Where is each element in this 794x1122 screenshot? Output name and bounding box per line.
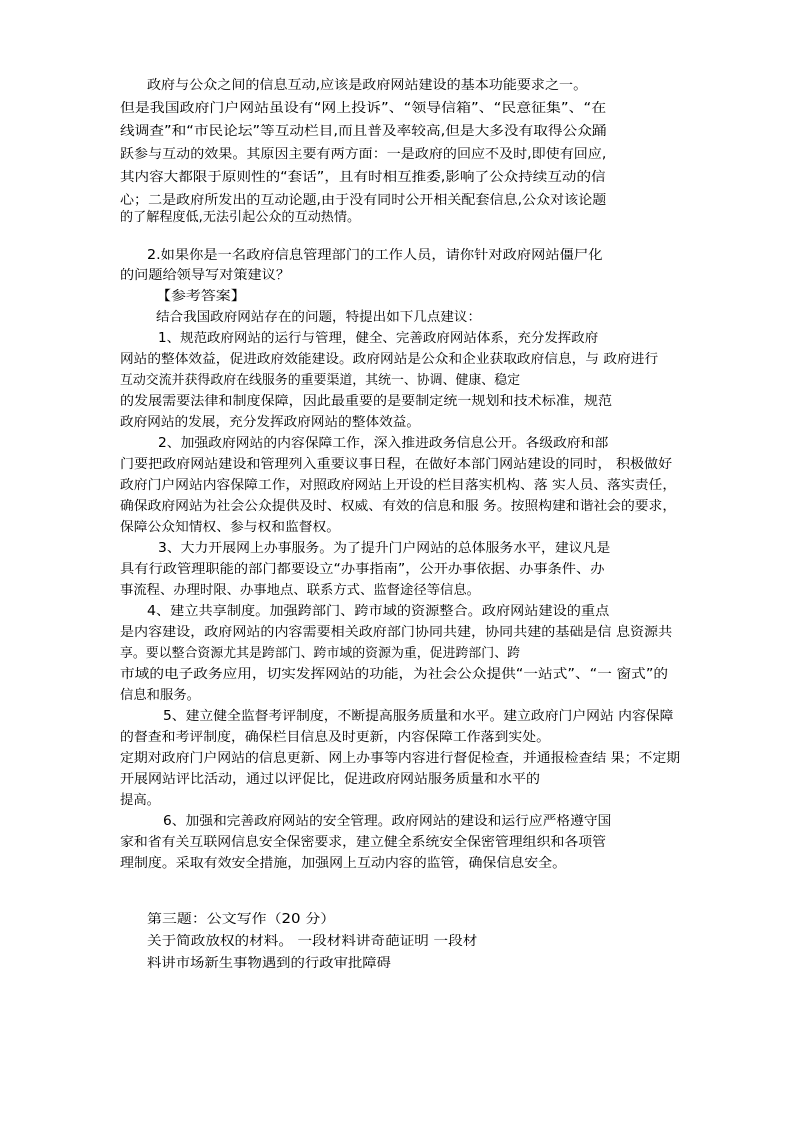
text-line: 确保政府网站为社会公众提供及时、权威、有效的信息和服 务。按照构建和谐社会的要求，: [120, 499, 677, 514]
text-line: 保障公众知情权、参与权和监督权。: [120, 520, 341, 535]
text-line: 1、规范政府网站的运行与管理，健全、完善政府网站体系，充分发挥政府: [158, 331, 599, 346]
text-line: 心；二是政府所发出的互动论题,由于没有同时公开相关配套信息,公众对该论题: [120, 193, 607, 208]
text-line: 具有行政管理职能的部门都要设立“办事指南”，公开办事依据、办事条件、办: [120, 562, 605, 577]
text-line: 网站的整体效益，促进政府效能建设。政府网站是公众和企业获取政府信息，与 政府进行: [120, 352, 659, 367]
text-line: 4、建立共享制度。加强跨部门、跨市域的资源整合。政府网站建设的重点: [147, 604, 610, 619]
text-line: 结合我国政府网站存在的问题，特提出如下几点建议：: [156, 310, 482, 325]
text-line: 享。要以整合资源尤其是跨部门、跨市域的资源为重，促进跨部门、跨: [120, 646, 521, 661]
text-line: 的督查和考评制度，确保栏目信息及时更新，内容保障工作落到实处。: [120, 730, 551, 745]
text-line: 的了解程度低,无法引起公众的互动热情。: [120, 210, 361, 225]
text-line: 6、加强和完善政府网站的安全管理。政府网站的建设和运行应严格遵守国: [163, 814, 612, 829]
text-line: 的问题给领导写对策建议？: [120, 268, 291, 283]
question-heading: 2.如果你是一名政府信息管理部门的工作人员，请你针对政府网站僵尸化: [147, 248, 603, 263]
text-line: 家和省有关互联网信息安全保密要求，建立健全系统安全保密管理组织和各项管: [120, 835, 607, 850]
text-line: 政府门户网站内容保障工作，对照政府网站上开设的栏目落实机构、落 实人员、落实责任，: [120, 478, 677, 493]
text-line: 料讲市场新生事物遇到的行政审批障碍: [147, 956, 392, 971]
answer-label: 【参考答案】: [156, 289, 246, 304]
text-line: 的发展需要法律和制度保障，因此最重要的是要制定统一规划和技术标准，规范: [120, 394, 613, 409]
text-line: 提高。: [120, 793, 161, 808]
text-line: 信息和服务。: [120, 688, 201, 703]
text-line: 3、大力开展网上办事服务。为了提升门户网站的总体服务水平，建议凡是: [158, 541, 611, 556]
text-line: 但是我国政府门户网站虽设有“网上投诉”、“领导信箱”、“民意征集”、“在: [120, 101, 607, 116]
text-line: 开展网站评比活动，通过以评促比，促进政府网站服务质量和水平的: [120, 772, 541, 787]
text-line: 市域的电子政务应用，切实发挥网站的功能，为社会公众提供“一站式”、“一 窗式”的: [120, 667, 669, 682]
text-line: 事流程、办理时限、办事地点、联系方式、监督途径等信息。: [120, 583, 481, 598]
text-line: 5、建立健全监督考评制度，不断提高服务质量和水平。建立政府门户网站 内容保障: [163, 709, 674, 724]
section-heading: 第三题：公文写作（20 分）: [147, 912, 336, 927]
text-line: 其内容大都限于原则性的“套话”，且有时相互推委,影响了公众持续互动的信: [120, 170, 606, 185]
text-line: 跃参与互动的效果。其原因主要有两方面：一是政府的回应不及时,即使有回应,: [120, 147, 607, 162]
text-line: 门要把政府网站建设和管理列入重要议事日程，在做好本部门网站建设的同时， 积极做好: [120, 457, 673, 472]
text-line: 定期对政府门户网站的信息更新、网上办事等内容进行督促检查，并通报检查结 果；不定期: [120, 751, 681, 766]
text-line: 政府网站的发展，充分发挥政府网站的整体效益。: [120, 415, 421, 430]
text-line: 2、加强政府网站的内容保障工作，深入推进政务信息公开。各级政府和部: [158, 436, 609, 451]
text-line: 关于简政放权的材料。 一段材料讲奇葩证明 一段材: [147, 934, 478, 949]
text-line: 线调查”和“市民论坛”等互动栏目,而且普及率较高,但是大多没有取得公众踊: [120, 124, 607, 139]
text-line: 互动交流并获得政府在线服务的重要渠道，其统一、协调、健康、稳定: [120, 373, 521, 388]
text-line: 政府与公众之间的信息互动,应该是政府网站建设的基本功能要求之一。: [147, 78, 588, 93]
text-line: 是内容建设，政府网站的内容需要相关政府部门协同共建，协同共建的基础是信 息资源共: [120, 625, 673, 640]
text-line: 理制度。采取有效安全措施，加强网上互动内容的监管，确保信息安全。: [120, 856, 567, 871]
